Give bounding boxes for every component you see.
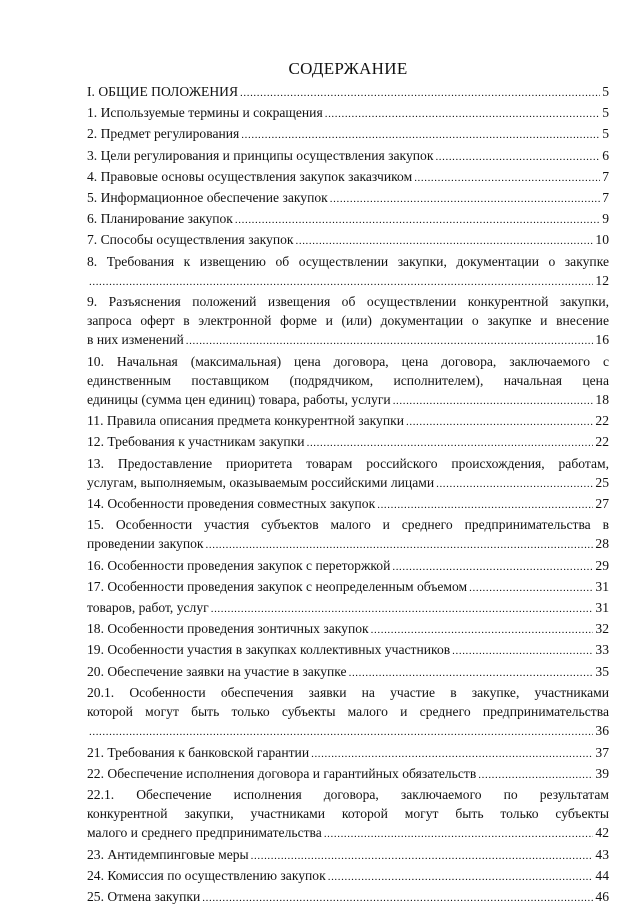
toc-entry[interactable]: [87, 146, 609, 167]
page-number: 22: [595, 434, 609, 450]
toc-entry-leader-line: [87, 167, 609, 188]
page-number: 39: [595, 765, 609, 781]
toc-entry-title: малого и среднего предпринимательства: [87, 825, 322, 841]
toc-entry-leader-line: [87, 411, 609, 432]
toc-entry-text-line: 9. Разъяснения положений извещения об осуществлении конкурентной закупки,: [87, 294, 609, 310]
page-number: 5: [602, 84, 609, 99]
dot-leader: [392, 558, 593, 577]
toc-entry[interactable]: [87, 577, 609, 598]
toc-entry[interactable]: [87, 230, 609, 251]
toc-entry[interactable]: [87, 209, 609, 230]
dot-leader: [186, 332, 594, 351]
toc-entry-leader-line: [87, 556, 609, 577]
toc-entry-leader-line: [87, 330, 609, 351]
toc-entry-leader-line: [87, 146, 609, 167]
page-title: СОДЕРЖАНИЕ: [288, 59, 408, 78]
toc-entry-leader-line: [87, 209, 609, 230]
dot-leader: [452, 642, 593, 661]
dot-leader: [406, 413, 593, 432]
toc-entry-text-line: конкурентной закупки, участниками которой могут быть только субъекты: [87, 806, 609, 822]
page-number: 28: [595, 536, 609, 552]
dot-leader: [414, 169, 600, 188]
dot-leader: [202, 889, 593, 908]
page-number: 31: [595, 600, 609, 616]
toc-entry[interactable]: [87, 188, 609, 209]
toc-entry-title: 18. Особенности проведения зонтичных закупок: [87, 621, 369, 637]
toc-entry[interactable]: [87, 167, 609, 188]
document-page: [87, 58, 609, 908]
dot-leader: [469, 579, 593, 598]
toc-entry[interactable]: [87, 432, 609, 453]
toc-entry[interactable]: [87, 103, 609, 124]
toc-entry-title: единицы (сумма цен единиц) товара, работы, услуги: [87, 392, 391, 408]
toc-entry[interactable]: [87, 640, 609, 661]
toc-entry-title: 12. Требования к участникам закупки: [87, 434, 305, 450]
toc-entry-leader-line: [87, 124, 609, 145]
toc-entry-title: 23. Антидемпинговые меры: [87, 846, 249, 862]
dot-leader: [240, 84, 600, 103]
toc-entry-leader-line: [87, 432, 609, 453]
page-number: 35: [595, 663, 609, 679]
dot-leader: [307, 434, 594, 453]
toc-entry-text-line: 22.1. Обеспечение исполнения договора, заключаемого по результатам: [87, 786, 609, 802]
toc-entry[interactable]: [87, 515, 609, 555]
page-number: 22: [595, 413, 609, 429]
toc-entry-text-line: единственным поставщиком (подрядчиком, исполнителем), начальная цена: [87, 372, 609, 388]
page-number: 29: [595, 557, 609, 573]
toc-entry-title: 2. Предмет регулирования: [87, 126, 240, 142]
toc-entry-leader-line: [87, 619, 609, 640]
table-of-contents: [87, 82, 609, 908]
page-number: 36: [595, 723, 609, 739]
toc-entry-leader-line: [87, 598, 609, 619]
dot-leader: [377, 496, 593, 515]
page-number: 33: [595, 642, 609, 658]
toc-entry-title: 19. Особенности участия в закупках коллективных участников: [87, 642, 451, 658]
toc-entry-title: товаров, работ, услуг: [87, 600, 209, 616]
toc-entry[interactable]: [87, 662, 609, 683]
toc-entry-text-line: 10. Начальная (максимальная) цена договора, цена договора, заключаемого с: [87, 353, 609, 369]
dot-leader: [330, 190, 600, 209]
page-number: 7: [602, 190, 609, 206]
toc-entry-title: 25. Отмена закупки: [87, 888, 201, 904]
toc-entry-leader-line: [87, 188, 609, 209]
page-number: 46: [595, 888, 609, 904]
toc-entry-title: в них изменений: [87, 332, 184, 348]
toc-entry-title: 17. Особенности проведения закупок с неопределенным объемом: [87, 578, 468, 594]
page-number: 25: [595, 474, 609, 490]
toc-entry-leader-line: [87, 743, 609, 764]
toc-entry[interactable]: [87, 124, 609, 145]
toc-entry-title: 1. Используемые термины и сокращения: [87, 105, 323, 121]
page-number: 9: [602, 211, 609, 227]
toc-entry-title: I. ОБЩИЕ ПОЛОЖЕНИЯ: [87, 84, 239, 99]
toc-entry-leader-line: [87, 103, 609, 124]
toc-entry-leader-line: [87, 534, 609, 555]
page-number: 44: [595, 867, 609, 883]
toc-entry-title: 14. Особенности проведения совместных закупок: [87, 496, 376, 512]
dot-leader: [325, 105, 600, 124]
toc-entry[interactable]: [87, 785, 609, 845]
dot-leader: [311, 745, 593, 764]
toc-entry[interactable]: [87, 866, 609, 887]
toc-entry-title: 20. Обеспечение заявки на участие в закупке: [87, 663, 347, 679]
toc-entry-title: услугам, выполняемым, оказываемым российскими лицами: [87, 474, 435, 490]
dot-leader: [371, 621, 594, 640]
toc-entry-title: 16. Особенности проведения закупок с переторжкой: [87, 557, 391, 573]
toc-entry-title: 21. Требования к банковской гарантии: [87, 744, 310, 760]
dot-leader: [241, 126, 600, 145]
page-number: 42: [595, 825, 609, 841]
toc-entry-leader-line: [87, 764, 609, 785]
toc-entry[interactable]: [87, 764, 609, 785]
page-number: 43: [595, 846, 609, 862]
toc-entry-leader-line: [87, 662, 609, 683]
toc-entry-leader-line: [87, 577, 609, 598]
page-number: 6: [602, 147, 609, 163]
toc-entry[interactable]: [87, 494, 609, 515]
dot-leader: [324, 825, 594, 844]
dot-leader: [89, 723, 593, 742]
page-number: 27: [595, 496, 609, 512]
dot-leader: [235, 211, 600, 230]
toc-entry[interactable]: [87, 556, 609, 577]
toc-entry-text-line: 13. Предоставление приоритета товарам российского происхождения, работам,: [87, 455, 609, 471]
toc-entry[interactable]: [87, 352, 609, 412]
toc-entry-text-line: 8. Требования к извещению об осуществлении закупки, документации о закупке: [87, 253, 609, 269]
page-number: 10: [595, 232, 609, 248]
toc-entry-text-line: 20.1. Особенности обеспечения заявки на участие в закупке, участниками: [87, 684, 609, 700]
page-number: 31: [595, 578, 609, 594]
toc-entry[interactable]: [87, 743, 609, 764]
toc-entry[interactable]: [87, 252, 609, 292]
toc-entry-leader-line: [87, 494, 609, 515]
toc-entry-leader-line: [87, 82, 609, 103]
toc-entry-title: 22. Обеспечение исполнения договора и гарантийных обязательств: [87, 765, 477, 781]
dot-leader: [436, 475, 593, 494]
toc-entry-text-line: которой могут быть только субъекты малого и среднего предпринимательства: [87, 704, 609, 720]
dot-leader: [478, 766, 593, 785]
toc-entry-leader-line: [87, 271, 609, 292]
page-number: 32: [595, 621, 609, 637]
page-number: 37: [595, 744, 609, 760]
toc-entry-leader-line: [87, 230, 609, 251]
toc-entry[interactable]: [87, 619, 609, 640]
dot-leader: [296, 232, 594, 251]
toc-entry-title: 5. Информационное обеспечение закупок: [87, 190, 328, 206]
toc-entry-leader-line: [87, 721, 609, 742]
toc-entry-title: 3. Цели регулирования и принципы осуществления закупок: [87, 147, 434, 163]
dot-leader: [349, 664, 594, 683]
toc-entry[interactable]: [87, 598, 609, 619]
toc-entry-leader-line: [87, 866, 609, 887]
dot-leader: [435, 148, 600, 167]
toc-entry-title: 4. Правовые основы осуществления закупок заказчиком: [87, 168, 413, 184]
toc-entry[interactable]: [87, 845, 609, 866]
toc-entry-leader-line: [87, 640, 609, 661]
toc-entry-title: 24. Комиссия по осуществлению закупок: [87, 867, 326, 883]
dot-leader: [206, 536, 594, 555]
dot-leader: [393, 392, 594, 411]
toc-entry-title: 11. Правила описания предмета конкурентной закупки: [87, 413, 404, 429]
toc-entry-leader-line: [87, 473, 609, 494]
dot-leader: [211, 600, 594, 619]
toc-entry[interactable]: [87, 82, 609, 103]
page-number: 18: [595, 392, 609, 408]
toc-entry-title: 7. Способы осуществления закупок: [87, 232, 294, 248]
toc-entry-title: проведении закупок: [87, 536, 204, 552]
page-number: 7: [602, 168, 609, 184]
page-number: 16: [595, 332, 609, 348]
toc-entry-leader-line: [87, 390, 609, 411]
toc-entry[interactable]: [87, 411, 609, 432]
dot-leader: [328, 868, 594, 887]
page-number: 5: [602, 126, 609, 142]
page-number: 12: [595, 272, 609, 288]
toc-entry[interactable]: [87, 683, 609, 743]
toc-entry[interactable]: [87, 454, 609, 494]
page-number: 5: [602, 105, 609, 121]
toc-entry-text-line: 15. Особенности участия субъектов малого и среднего предпринимательства в: [87, 517, 609, 533]
toc-entry-leader-line: [87, 845, 609, 866]
toc-entry-leader-line: [87, 823, 609, 844]
dot-leader: [89, 273, 593, 292]
toc-entry[interactable]: [87, 292, 609, 352]
dot-leader: [251, 847, 594, 866]
toc-entry-text-line: запроса оферт в электронной форме и (или) документации о закупке и внесение: [87, 313, 609, 329]
toc-entry-title: 6. Планирование закупок: [87, 211, 233, 227]
